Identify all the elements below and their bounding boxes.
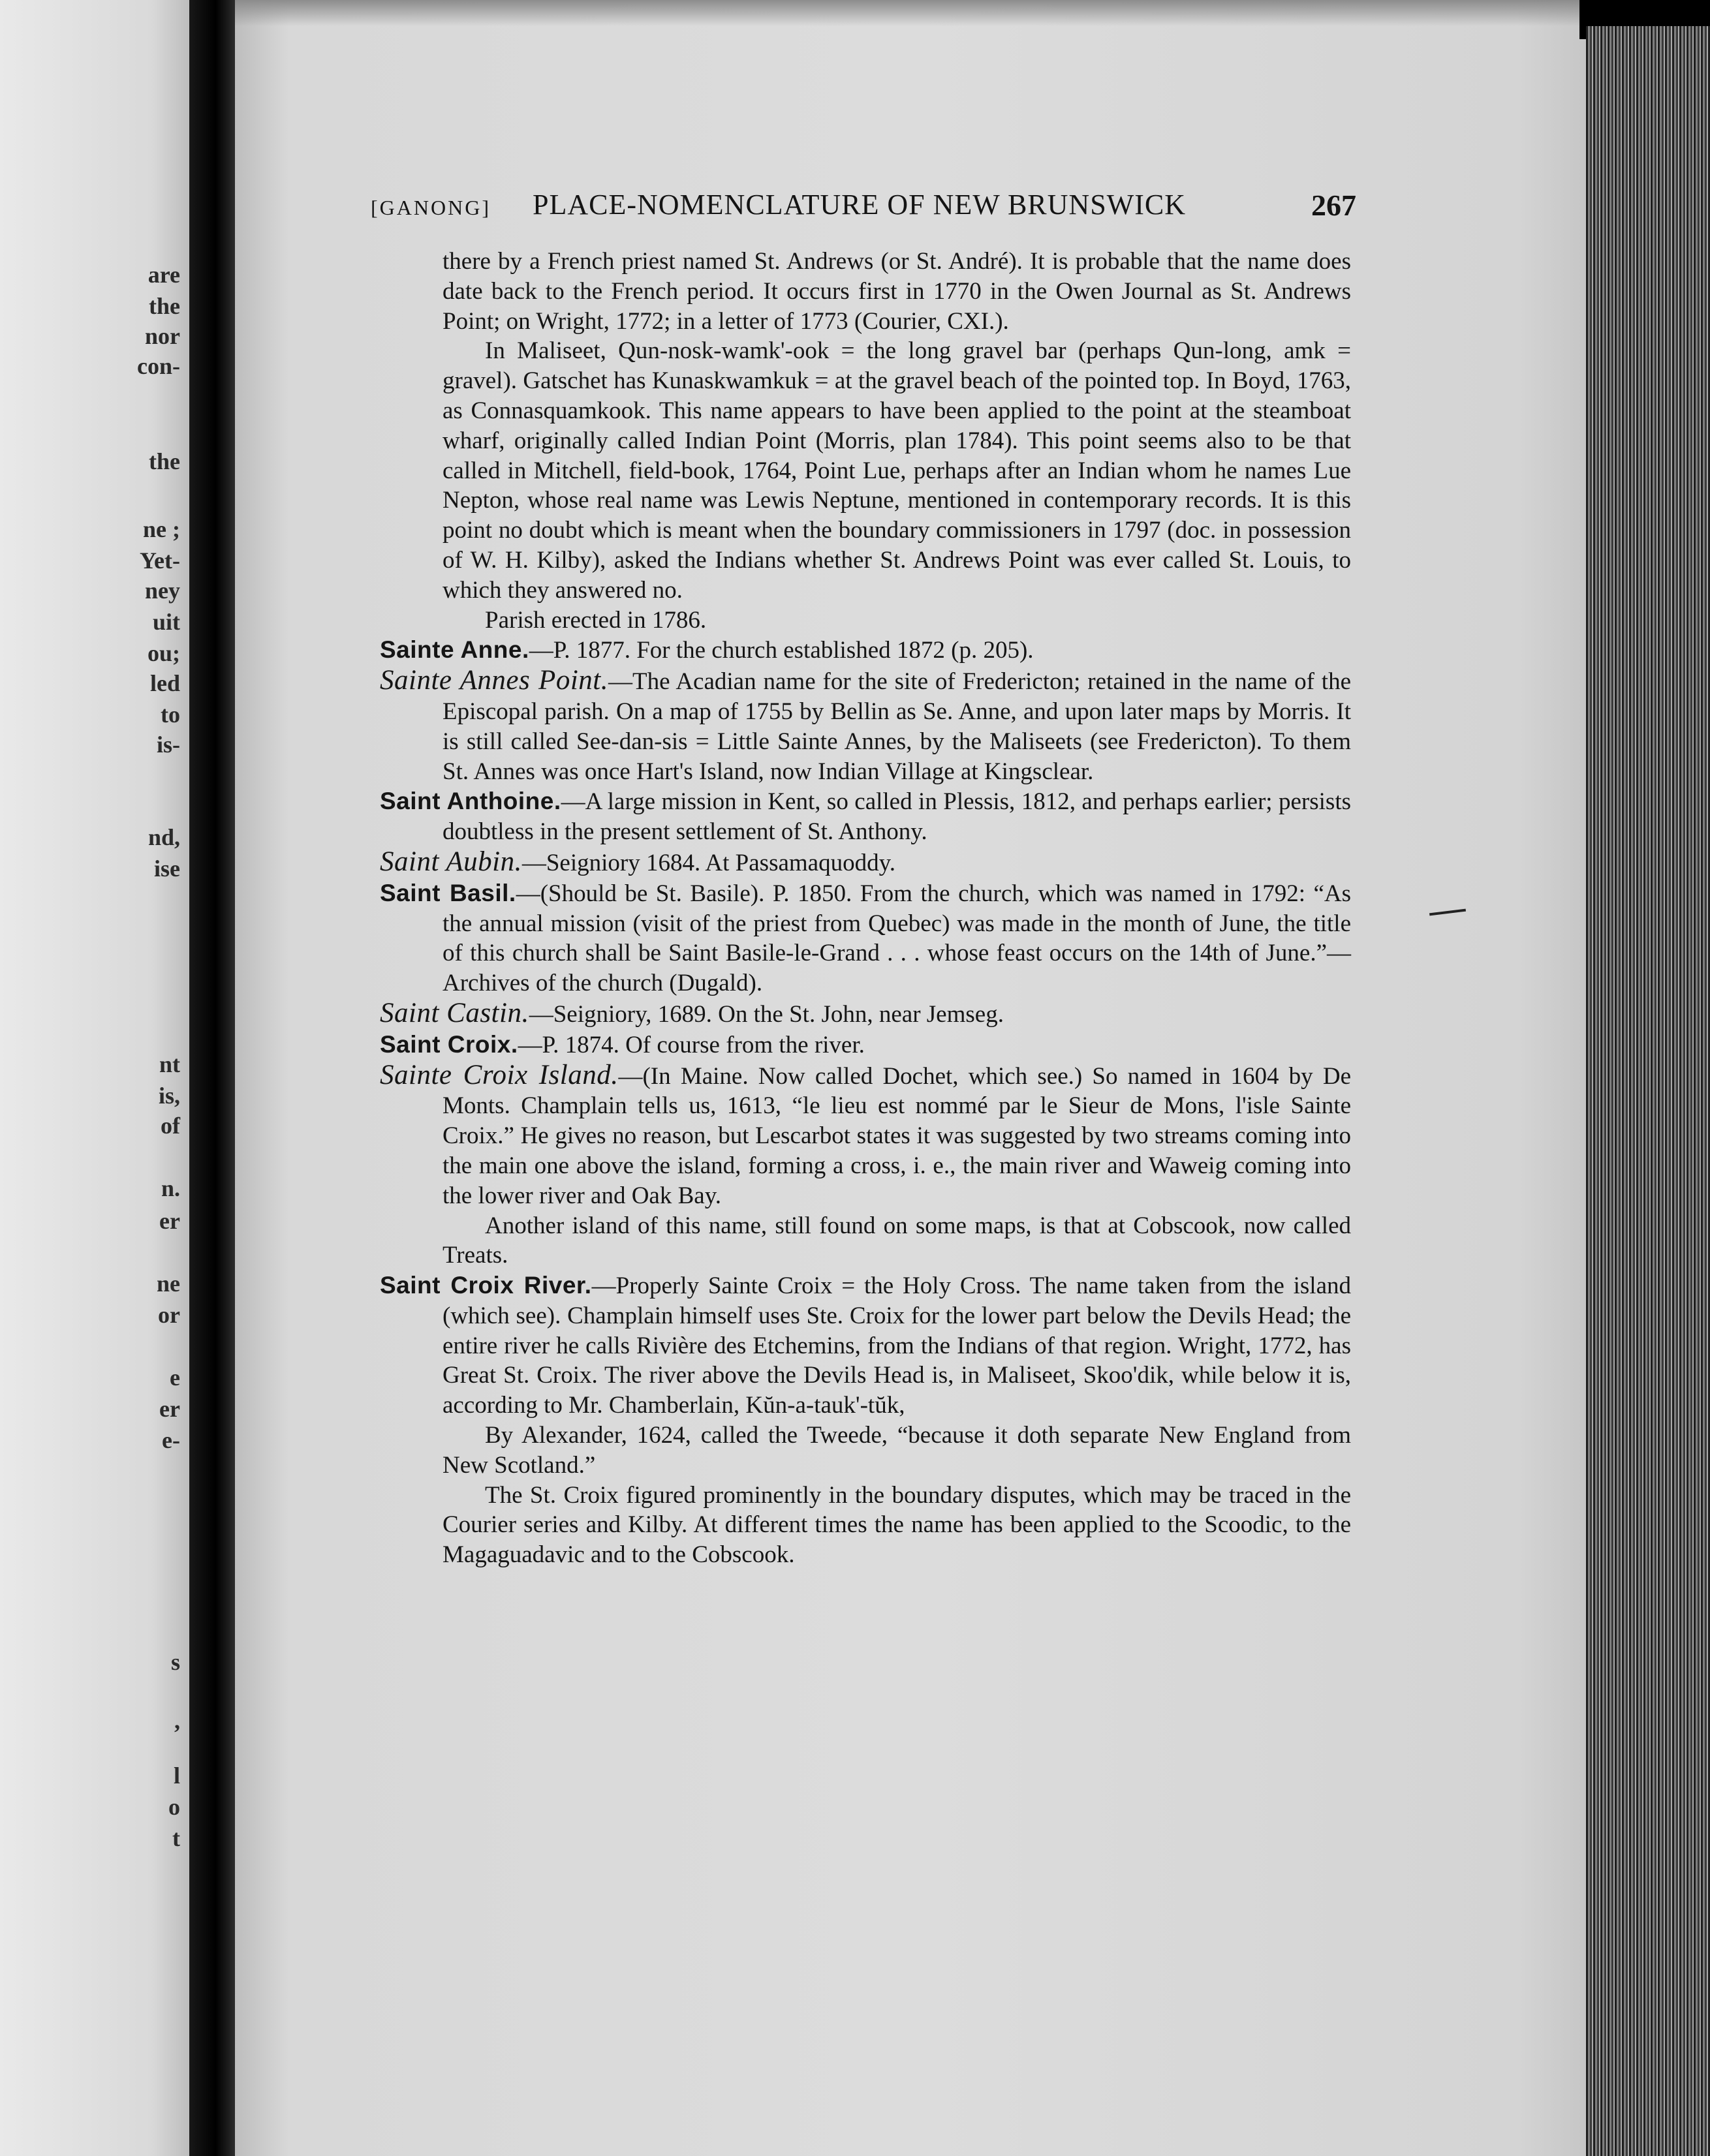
paragraph: there by a French priest named St. Andrews (or St. André). It is probable that the name does date back to the French period. It occurs first in 1770 in the Owen Journal as St. Andrews Point; on Wright, 1772; in a letter of 1773 (Courier, CXI.). xyxy=(443,248,1351,335)
facing-page-fragment: the xyxy=(149,293,180,319)
entry-heading: Saint Croix River. xyxy=(380,1272,592,1299)
entry-heading: Saint Basil. xyxy=(380,879,516,906)
facing-page-fragment: led xyxy=(149,670,180,696)
facing-page-fragment: nor xyxy=(145,323,180,349)
paragraph: The St. Croix figured prominently in the boundary disputes, which may be traced in the Courier series and Kilby. At different times the name has been applied to the Scoodic, to the Magaguadavic and to the Cobscook. xyxy=(443,1481,1351,1569)
facing-page-fragment: or xyxy=(158,1302,180,1328)
entry-saint-castin xyxy=(352,998,1351,1030)
paragraph: In Maliseet, Qun-nosk-wamk'-ook = the long gravel bar (perhaps Qun-long, amk = gravel). Gatschet has Kunaskwamkuk = at the gravel beach of the pointed top. In Boyd, 1763, as Connasquamkook. This name appears to have been applied to the point at the steamboat wharf, originally called Indian Point (Morris, plan 1784). This point seems also to be that called in Mitchell, field-book, 1764, Point Lue, perhaps after an Indian whom he names Lue Nepton, whose real name was Lewis Neptune, mentioned in contemporary records. It is this point no doubt which is meant when the boundary commissioners in 1797 (doc. in possession of W. H. Kilby), asked the Indians whether St. Andrews Point was ever called St. Louis, to which they answered no. xyxy=(443,337,1351,604)
facing-page-fragment: t xyxy=(172,1825,180,1851)
entry-saint-croix-river xyxy=(352,1270,1351,1421)
facing-page-fragment: of xyxy=(161,1113,180,1139)
entry-text: —Seigniory 1684. At Passamaquoddy. xyxy=(521,849,895,876)
facing-page-fragment: is- xyxy=(157,732,180,758)
paragraph: Another island of this name, still found on some maps, is that at Cobscook, now called Treats. xyxy=(443,1212,1351,1269)
entry-text: —P. 1874. Of course from the river. xyxy=(518,1031,865,1058)
facing-page-fragment: ise xyxy=(154,855,180,882)
page-body xyxy=(352,247,1351,1570)
entry-text: —Properly Sainte Croix = the Holy Cross. The name taken from the island (which see). Champlain himself uses Ste. Croix for the lower part below the Devils Head; the entire river he calls Rivière des Etchemins, from the Indians of that region. Wright, 1772, has Great St. Croix. The river above the Devils Head is, in Maliseet, Skoo'dik, while below it is, according to Mr. Chamberlain, Kŭn-a-tauk'-tŭk, xyxy=(443,1272,1351,1419)
facing-page-fragment: ney xyxy=(145,578,180,604)
facing-page-fragment: are xyxy=(148,262,180,288)
facing-page-fragment: o xyxy=(168,1794,180,1820)
entry-saint-croix xyxy=(352,1030,1351,1060)
facing-page-fragment: s xyxy=(170,1649,180,1675)
entry-heading: Saint Anthoine. xyxy=(380,788,561,815)
facing-page-fragment: e- xyxy=(162,1427,180,1453)
facing-page-fragment: Yet- xyxy=(140,547,180,574)
facing-page-fragment: , xyxy=(174,1708,180,1734)
facing-page-fragment: er xyxy=(159,1396,180,1422)
facing-page-fragment: er xyxy=(159,1208,180,1234)
entry-saint-anthoine xyxy=(352,786,1351,847)
entry-text: —A large mission in Kent, so called in Plessis, 1812, and perhaps earlier; persists doubtless in the present settlement of St. Anthony. xyxy=(443,788,1352,846)
facing-page-fragment: uit xyxy=(152,609,180,635)
entry-heading: Sainte Anne. xyxy=(380,636,529,664)
running-header-title: PLACE-NOMENCLATURE OF NEW BRUNSWICK xyxy=(533,189,1186,221)
page-number: 267 xyxy=(1311,189,1356,222)
facing-page-edge xyxy=(0,0,189,2156)
book-fore-edge xyxy=(1586,26,1710,2156)
facing-page-fragment: nt xyxy=(159,1051,180,1077)
facing-page-fragment: the xyxy=(149,448,180,474)
facing-page-fragment: ou; xyxy=(147,640,180,666)
entry-text: —Seigniory, 1689. On the St. John, near Jemseg. xyxy=(529,1000,1004,1028)
facing-page-fragment: to xyxy=(161,701,180,728)
paragraph: By Alexander, 1624, called the Tweede, “because it doth separate New England from New Scotland.” xyxy=(443,1422,1351,1479)
facing-page-fragment: is, xyxy=(158,1083,180,1109)
entry-heading: Saint Aubin. xyxy=(380,846,522,877)
entry-text: —(Should be St. Basile). P. 1850. From the church, which was named in 1792: “As the annual mission (visit of the priest from Quebec) was made in the month of June, the title of this church shall be Saint Basile-le-Grand . . . whose feast occurs on the 14th of June.”—Archives of the church (Dugald). xyxy=(443,880,1352,997)
entry-text: —P. 1877. For the church established 1872 (p. 205). xyxy=(529,637,1034,664)
entry-heading: Sainte Croix Island. xyxy=(380,1059,619,1090)
paragraph: Parish erected in 1786. xyxy=(485,606,707,634)
entry-text: —The Acadian name for the site of Fredericton; retained in the name of the Episcopal parish. On a map of 1755 by Bellin as Se. Anne, and upon later maps by Morris. It is still called See-dan-sis = Little Sainte Annes, by the Maliseets (see Fredericton). To them St. Annes was once Hart's Island, now Indian Village at Kingsclear. xyxy=(443,668,1351,785)
running-header-author: [GANONG] xyxy=(371,196,491,219)
page-top-shadow xyxy=(235,0,1586,26)
entry-saint-basil xyxy=(352,878,1351,998)
facing-page-fragment: n. xyxy=(161,1175,180,1201)
facing-page-fragment: e xyxy=(170,1364,180,1391)
facing-page-fragment: l xyxy=(173,1763,180,1789)
entry-heading: Sainte Annes Point. xyxy=(380,665,608,696)
entry-sainte-croix-island xyxy=(352,1060,1351,1211)
running-header xyxy=(371,188,1356,227)
facing-page-fragment: ne xyxy=(157,1270,180,1297)
entry-sainte-anne xyxy=(352,635,1351,666)
facing-page-fragment: nd, xyxy=(148,824,180,850)
facing-page-fragment: con- xyxy=(137,353,180,379)
entry-heading: Saint Croix. xyxy=(380,1030,518,1058)
facing-page-fragment: ne ; xyxy=(143,516,180,542)
entry-saint-aubin xyxy=(352,847,1351,878)
entry-text: —(In Maine. Now called Dochet, which see.) So named in 1604 by De Monts. Champlain tells us, 1613, “le lieu est nommé par le Sieur de Mons, l'isle Sainte Croix.” He gives no reason, but Lescarbot states it was suggested by two streams coming into the main one above the island, forming a cross, i. e., the main river and Waweig coming into the lower river and Oak Bay. xyxy=(443,1062,1351,1209)
entry-sainte-annes-point xyxy=(352,666,1351,786)
entry-heading: Saint Castin. xyxy=(380,997,529,1028)
